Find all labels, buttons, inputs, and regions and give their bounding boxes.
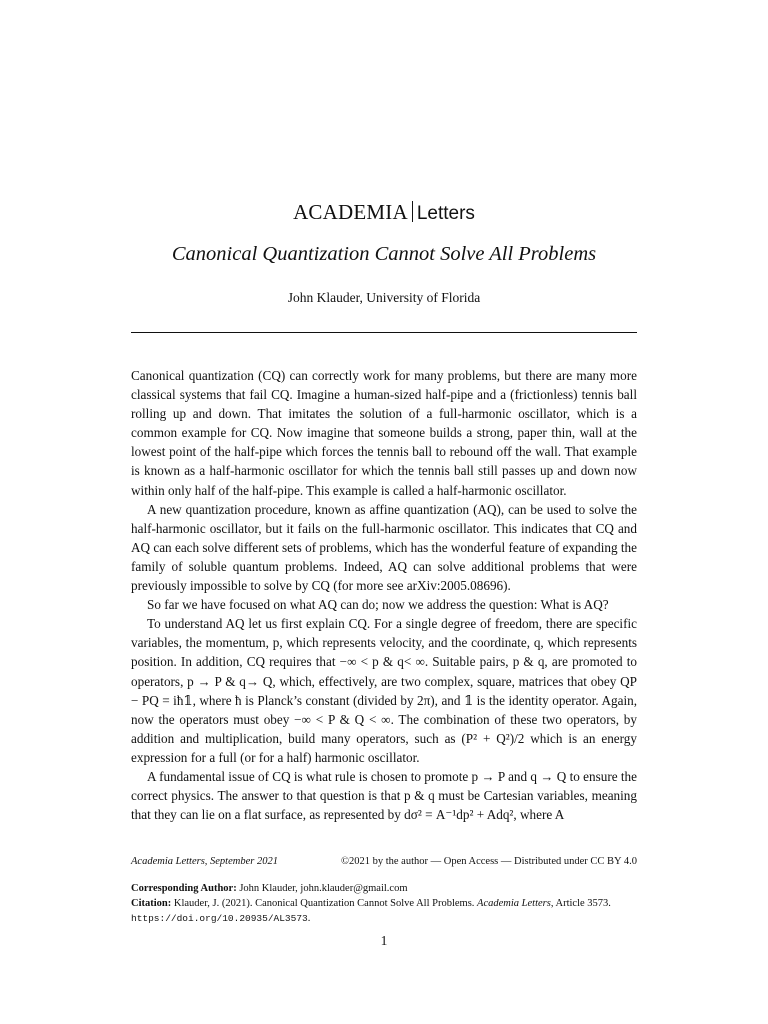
citation-journal: Academia Letters <box>477 898 551 909</box>
journal-brand: ACADEMIA <box>293 200 408 224</box>
corresponding-author <box>131 881 637 896</box>
footer-license: ©2021 by the author — Open Access — Distributed under CC BY 4.0 <box>340 856 637 867</box>
page-footer <box>131 855 637 869</box>
page-number: 1 <box>380 933 388 948</box>
citation-doi-link[interactable]: https://doi.org/10.20935/AL3573 <box>131 913 308 924</box>
citation-article: , Article 3573. <box>550 898 611 909</box>
correspondence-block <box>131 881 637 926</box>
body-paragraph: A fundamental issue of CQ is what rule is chosen to promote p → P and q → Q to ensure the correct physics. The answer to that question is that p & q must be Cartesian variables, meaning that they can lie on a flat surface, as represented by dσ² = A⁻¹dp² + Adq², where A <box>131 768 637 823</box>
article-author: John Klauder, University of Florida <box>287 290 481 305</box>
article-title: Canonical Quantization Cannot Solve All Problems <box>171 243 597 265</box>
citation-label: Citation: <box>131 898 172 909</box>
journal-masthead <box>0 199 768 227</box>
article-body <box>131 366 637 824</box>
body-paragraph: Canonical quantization (CQ) can correctly work for many problems, but there are many more classical systems that fail CQ. Imagine a human-sized half-pipe and a (frictionless) tennis ball rolling up and down. That imitates the solution of a full-harmonic oscillator, which is a common example for CQ. Now imagine that someone builds a strong, paper thin, wall at the lowest point of the half-pipe which forces the tennis ball to rebound off the wall. That example is known as a half-harmonic oscillator for which the tennis ball still passes up and down now within only half of the half-pipe. This example is called a half-harmonic oscillator. <box>131 368 637 498</box>
corresponding-author-value: John Klauder, john.klauder@gmail.com <box>239 883 408 894</box>
journal-section: Letters <box>416 203 475 224</box>
header-rule <box>131 332 637 333</box>
corresponding-author-label: Corresponding Author: <box>131 883 237 894</box>
citation-end: . <box>307 913 311 924</box>
body-paragraph: To understand AQ let us first explain CQ. For a single degree of freedom, there are specific variables, the momentum, p, which represents velocity, and the coordinate, q, which represents position. In addition, CQ requires that −∞ < p & q< ∞. Suitable pairs, p & q, are promoted to operators, p → P & q→ Q, which, effectively, are two complex, square, matrices that obey QP − PQ = iħ𝟙, where ħ is Planck’s constant (divided by 2π), and 𝟙 is the identity operator. Again, now the operators must obey −∞ < P & Q < ∞. The combination of these two operators, by addition and multiplication, build many operators, such as (P² + Q²)/2 which is an energy expression for a full (or for a half) harmonic oscillator. <box>131 616 637 765</box>
citation-text: Klauder, J. (2021). Canonical Quantization Cannot Solve All Problems. <box>173 898 475 909</box>
body-paragraph: A new quantization procedure, known as affine quantization (AQ), can be used to solve the half-harmonic oscillator, but it fails on the full-harmonic oscillator. This indicates that CQ and AQ can each solve different sets of problems, which has the wonderful feature of expanding the family of soluble quantum problems. Indeed, AQ can solve additional problems that were previously impossible to solve by CQ (for more see arXiv:2005.08696). <box>131 501 637 594</box>
footer-journal: Academia Letters, September 2021 <box>131 856 278 867</box>
masthead-divider <box>412 201 413 222</box>
citation <box>131 896 637 926</box>
body-paragraph: So far we have focused on what AQ can do; now we address the question: What is AQ? <box>147 597 609 613</box>
